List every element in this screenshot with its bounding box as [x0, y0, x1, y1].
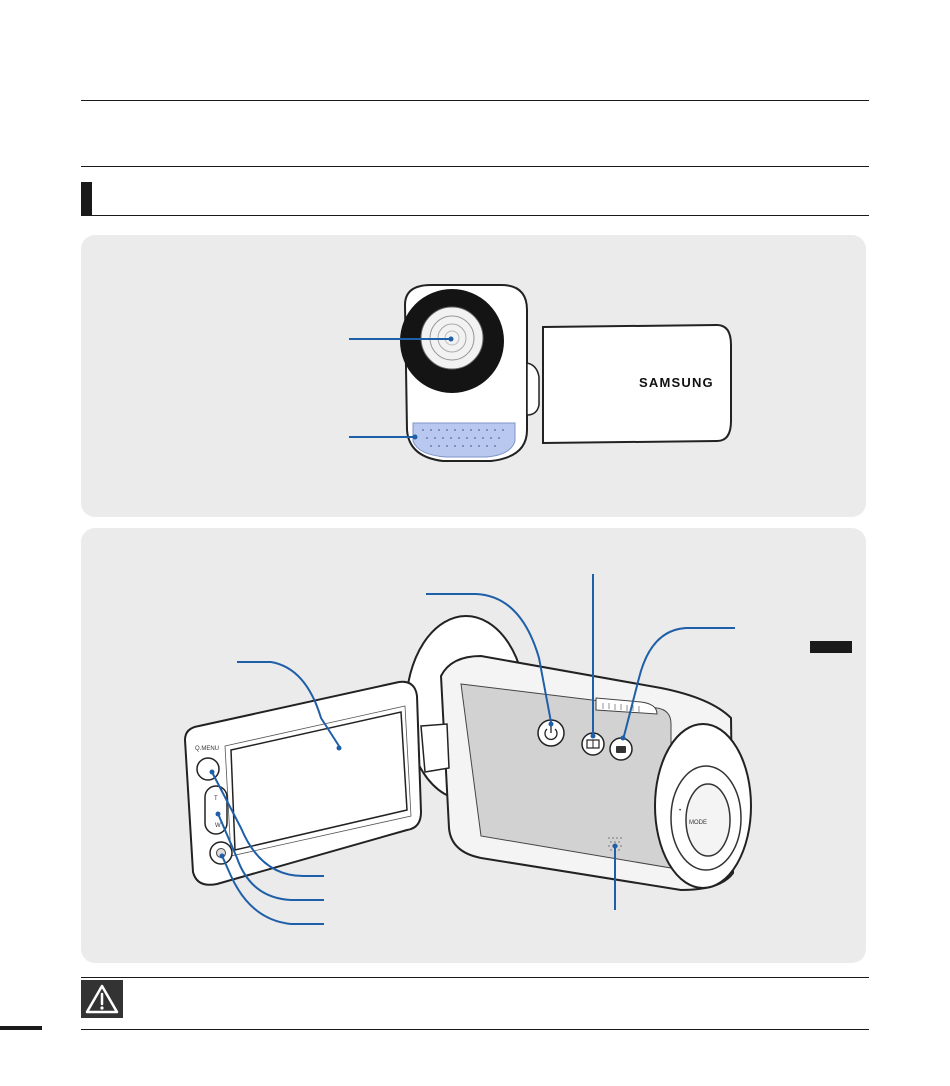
- page-number-tab: [0, 1026, 42, 1030]
- zoom-t-label: T: [214, 796, 218, 802]
- rear-view-panel: [81, 528, 866, 963]
- note-bottom-rule: [81, 1029, 869, 1030]
- section-heading-marker: [81, 182, 92, 216]
- front-speaker-grille: [413, 423, 515, 457]
- qmenu-button[interactable]: [197, 758, 219, 780]
- lcd-hinge-open: [421, 724, 449, 772]
- qmenu-label: Q.MENU: [195, 746, 219, 752]
- header-bottom-rule: [81, 166, 869, 167]
- svg-text:•: •: [679, 808, 682, 814]
- page-index-tab: [810, 641, 852, 653]
- front-view-illustration: [81, 235, 866, 517]
- brand-logo: SAMSUNG: [639, 375, 714, 390]
- warning-triangle-icon: [81, 980, 123, 1018]
- mode-label: MODE: [689, 820, 707, 826]
- zoom-w-label: W: [215, 823, 221, 829]
- header-top-rule: [81, 100, 869, 101]
- note-top-rule: [81, 977, 869, 978]
- lcd-hinge: [527, 363, 539, 415]
- rear-view-illustration: [81, 528, 866, 963]
- front-view-panel: [81, 235, 866, 517]
- section-heading-underline: [81, 215, 869, 216]
- smart-auto-icon: [616, 746, 626, 753]
- warning-box: [81, 980, 123, 1018]
